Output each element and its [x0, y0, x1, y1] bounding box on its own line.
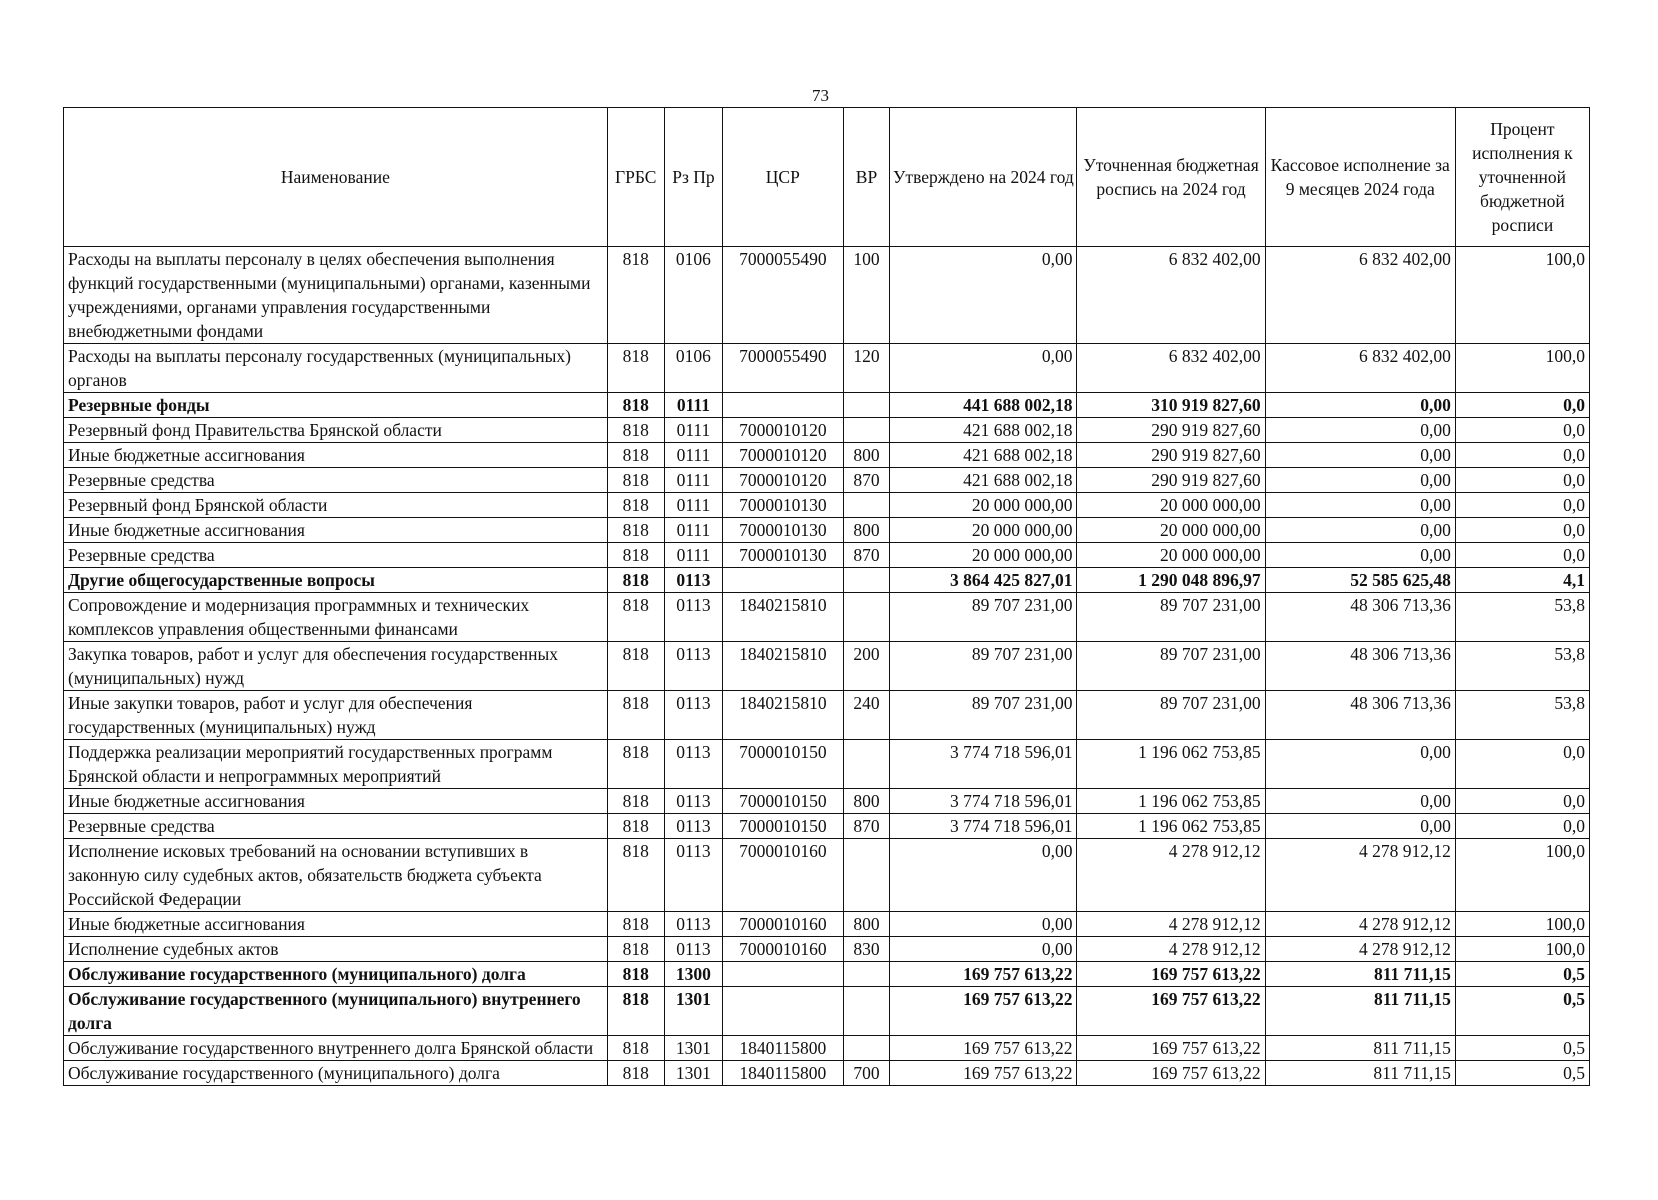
cell-refined: 89 707 231,00: [1077, 593, 1265, 642]
cell-percent: 100,0: [1455, 247, 1589, 344]
table-row: [64, 493, 1590, 518]
cell-refined: 6 832 402,00: [1077, 344, 1265, 393]
cell-refined: 4 278 912,12: [1077, 839, 1265, 912]
cell-rzpr: 0111: [664, 418, 722, 443]
cell-approved: 20 000 000,00: [890, 518, 1077, 543]
cell-percent: 0,5: [1455, 1036, 1589, 1061]
cell-percent: 0,0: [1455, 493, 1589, 518]
cell-name: Поддержка реализации мероприятий государственных программ Брянской области и непрограммных мероприятий: [64, 740, 608, 789]
cell-cash: 4 278 912,12: [1265, 937, 1455, 962]
cell-vr: 800: [843, 518, 890, 543]
cell-approved: 441 688 002,18: [890, 393, 1077, 418]
table-row: [64, 962, 1590, 987]
cell-vr: [843, 987, 890, 1036]
table-row: [64, 987, 1590, 1036]
cell-name: Исполнение исковых требований на основании вступивших в законную силу судебных актов, обязательств бюджета субъекта Российской Федерации: [64, 839, 608, 912]
header-cash: Кассовое исполнение за 9 месяцев 2024 года: [1265, 108, 1455, 247]
cell-rzpr: 0111: [664, 393, 722, 418]
cell-rzpr: 0113: [664, 937, 722, 962]
header-rzpr: Рз Пр: [664, 108, 722, 247]
cell-grbs: 818: [607, 568, 664, 593]
cell-csr: 7000010130: [723, 518, 844, 543]
cell-csr: 7000055490: [723, 344, 844, 393]
cell-refined: 169 757 613,22: [1077, 1061, 1265, 1086]
cell-rzpr: 0111: [664, 518, 722, 543]
table-row: [64, 568, 1590, 593]
table-row: [64, 593, 1590, 642]
cell-percent: 4,1: [1455, 568, 1589, 593]
cell-rzpr: 0106: [664, 247, 722, 344]
cell-percent: 0,0: [1455, 468, 1589, 493]
cell-cash: 0,00: [1265, 493, 1455, 518]
table-row: [64, 912, 1590, 937]
cell-refined: 1 196 062 753,85: [1077, 789, 1265, 814]
cell-approved: 3 864 425 827,01: [890, 568, 1077, 593]
cell-csr: 7000010160: [723, 937, 844, 962]
cell-csr: 7000010120: [723, 468, 844, 493]
table-row: [64, 468, 1590, 493]
table-row: [64, 393, 1590, 418]
cell-rzpr: 1300: [664, 962, 722, 987]
cell-cash: 52 585 625,48: [1265, 568, 1455, 593]
cell-refined: 290 919 827,60: [1077, 443, 1265, 468]
cell-name: Обслуживание государственного внутреннего долга Брянской области: [64, 1036, 608, 1061]
cell-grbs: 818: [607, 493, 664, 518]
cell-name: Обслуживание государственного (муниципального) долга: [64, 962, 608, 987]
cell-vr: 100: [843, 247, 890, 344]
table-header-row: [64, 108, 1590, 247]
cell-csr: 1840115800: [723, 1061, 844, 1086]
cell-grbs: 818: [607, 393, 664, 418]
cell-csr: 7000055490: [723, 247, 844, 344]
cell-name: Расходы на выплаты персоналу государственных (муниципальных) органов: [64, 344, 608, 393]
cell-percent: 53,8: [1455, 593, 1589, 642]
cell-refined: 89 707 231,00: [1077, 691, 1265, 740]
cell-name: Закупка товаров, работ и услуг для обеспечения государственных (муниципальных) нужд: [64, 642, 608, 691]
table-row: [64, 418, 1590, 443]
header-name: Наименование: [64, 108, 608, 247]
cell-csr: 7000010150: [723, 789, 844, 814]
cell-vr: 830: [843, 937, 890, 962]
cell-cash: 48 306 713,36: [1265, 691, 1455, 740]
cell-refined: 290 919 827,60: [1077, 468, 1265, 493]
cell-vr: 800: [843, 443, 890, 468]
cell-refined: 169 757 613,22: [1077, 1036, 1265, 1061]
cell-approved: 0,00: [890, 937, 1077, 962]
cell-vr: 870: [843, 468, 890, 493]
cell-approved: 0,00: [890, 912, 1077, 937]
cell-cash: 6 832 402,00: [1265, 247, 1455, 344]
cell-refined: 20 000 000,00: [1077, 518, 1265, 543]
cell-name: Другие общегосударственные вопросы: [64, 568, 608, 593]
header-approved: Утверждено на 2024 год: [890, 108, 1077, 247]
cell-name: Иные закупки товаров, работ и услуг для обеспечения государственных (муниципальных) нужд: [64, 691, 608, 740]
cell-refined: 310 919 827,60: [1077, 393, 1265, 418]
cell-approved: 0,00: [890, 839, 1077, 912]
cell-refined: 4 278 912,12: [1077, 937, 1265, 962]
table-row: [64, 543, 1590, 568]
cell-grbs: 818: [607, 247, 664, 344]
cell-rzpr: 1301: [664, 1036, 722, 1061]
cell-grbs: 818: [607, 593, 664, 642]
cell-percent: 0,0: [1455, 789, 1589, 814]
cell-cash: 0,00: [1265, 740, 1455, 789]
cell-csr: [723, 987, 844, 1036]
header-csr: ЦСР: [723, 108, 844, 247]
cell-grbs: 818: [607, 814, 664, 839]
cell-percent: 0,0: [1455, 443, 1589, 468]
cell-refined: 20 000 000,00: [1077, 493, 1265, 518]
cell-cash: 4 278 912,12: [1265, 912, 1455, 937]
cell-grbs: 818: [607, 839, 664, 912]
cell-cash: 811 711,15: [1265, 1061, 1455, 1086]
cell-approved: 421 688 002,18: [890, 418, 1077, 443]
cell-cash: 6 832 402,00: [1265, 344, 1455, 393]
cell-vr: [843, 1036, 890, 1061]
cell-cash: 4 278 912,12: [1265, 839, 1455, 912]
cell-vr: 200: [843, 642, 890, 691]
table-row: [64, 443, 1590, 468]
cell-grbs: 818: [607, 1061, 664, 1086]
cell-rzpr: 0111: [664, 493, 722, 518]
cell-refined: 169 757 613,22: [1077, 987, 1265, 1036]
cell-vr: 240: [843, 691, 890, 740]
cell-name: Резервные средства: [64, 468, 608, 493]
cell-csr: [723, 962, 844, 987]
cell-name: Исполнение судебных актов: [64, 937, 608, 962]
cell-grbs: 818: [607, 962, 664, 987]
cell-cash: 0,00: [1265, 393, 1455, 418]
cell-name: Резервные средства: [64, 814, 608, 839]
cell-percent: 100,0: [1455, 344, 1589, 393]
cell-vr: [843, 568, 890, 593]
cell-vr: [843, 593, 890, 642]
cell-rzpr: 0113: [664, 740, 722, 789]
cell-name: Обслуживание государственного (муниципального) долга: [64, 1061, 608, 1086]
table-row: [64, 740, 1590, 789]
cell-name: Обслуживание государственного (муниципального) внутреннего долга: [64, 987, 608, 1036]
cell-approved: 169 757 613,22: [890, 1036, 1077, 1061]
cell-rzpr: 0111: [664, 468, 722, 493]
cell-rzpr: 0113: [664, 912, 722, 937]
cell-grbs: 818: [607, 691, 664, 740]
table-row: [64, 518, 1590, 543]
cell-grbs: 818: [607, 912, 664, 937]
budget-execution-table: [63, 107, 1590, 1086]
cell-rzpr: 1301: [664, 987, 722, 1036]
cell-refined: 169 757 613,22: [1077, 962, 1265, 987]
cell-cash: 0,00: [1265, 543, 1455, 568]
table-row: [64, 691, 1590, 740]
cell-approved: 169 757 613,22: [890, 987, 1077, 1036]
cell-csr: 7000010150: [723, 814, 844, 839]
cell-csr: 1840115800: [723, 1036, 844, 1061]
cell-csr: [723, 393, 844, 418]
cell-percent: 53,8: [1455, 642, 1589, 691]
cell-grbs: 818: [607, 344, 664, 393]
table-row: [64, 1061, 1590, 1086]
cell-vr: [843, 493, 890, 518]
cell-percent: 0,5: [1455, 987, 1589, 1036]
cell-refined: 1 196 062 753,85: [1077, 740, 1265, 789]
cell-grbs: 818: [607, 418, 664, 443]
cell-vr: 800: [843, 789, 890, 814]
cell-grbs: 818: [607, 468, 664, 493]
cell-rzpr: 0113: [664, 568, 722, 593]
cell-percent: 100,0: [1455, 937, 1589, 962]
cell-percent: 0,0: [1455, 418, 1589, 443]
table-row: [64, 247, 1590, 344]
cell-csr: 7000010130: [723, 543, 844, 568]
table-row: [64, 642, 1590, 691]
cell-grbs: 818: [607, 987, 664, 1036]
cell-approved: 0,00: [890, 247, 1077, 344]
cell-name: Резервный фонд Правительства Брянской области: [64, 418, 608, 443]
cell-cash: 0,00: [1265, 418, 1455, 443]
cell-approved: 3 774 718 596,01: [890, 789, 1077, 814]
cell-csr: [723, 568, 844, 593]
cell-refined: 6 832 402,00: [1077, 247, 1265, 344]
cell-cash: 0,00: [1265, 468, 1455, 493]
cell-grbs: 818: [607, 1036, 664, 1061]
table-row: [64, 344, 1590, 393]
cell-grbs: 818: [607, 740, 664, 789]
cell-rzpr: 0106: [664, 344, 722, 393]
cell-vr: [843, 962, 890, 987]
cell-cash: 811 711,15: [1265, 987, 1455, 1036]
cell-percent: 0,0: [1455, 393, 1589, 418]
cell-grbs: 818: [607, 443, 664, 468]
cell-name: Иные бюджетные ассигнования: [64, 912, 608, 937]
cell-csr: 7000010160: [723, 839, 844, 912]
cell-approved: 89 707 231,00: [890, 642, 1077, 691]
cell-rzpr: 0113: [664, 593, 722, 642]
cell-approved: 3 774 718 596,01: [890, 814, 1077, 839]
cell-cash: 48 306 713,36: [1265, 593, 1455, 642]
cell-cash: 811 711,15: [1265, 962, 1455, 987]
cell-approved: 169 757 613,22: [890, 1061, 1077, 1086]
cell-rzpr: 0113: [664, 691, 722, 740]
cell-percent: 53,8: [1455, 691, 1589, 740]
cell-vr: 870: [843, 543, 890, 568]
cell-refined: 290 919 827,60: [1077, 418, 1265, 443]
cell-percent: 0,0: [1455, 814, 1589, 839]
cell-approved: 421 688 002,18: [890, 443, 1077, 468]
cell-grbs: 818: [607, 789, 664, 814]
cell-vr: [843, 740, 890, 789]
cell-refined: 20 000 000,00: [1077, 543, 1265, 568]
header-refined: Уточненная бюджетная роспись на 2024 год: [1077, 108, 1265, 247]
cell-csr: 7000010120: [723, 418, 844, 443]
cell-name: Сопровождение и модернизация программных и технических комплексов управления общественными финансами: [64, 593, 608, 642]
cell-percent: 100,0: [1455, 839, 1589, 912]
cell-refined: 89 707 231,00: [1077, 642, 1265, 691]
cell-name: Резервные средства: [64, 543, 608, 568]
cell-rzpr: 0111: [664, 443, 722, 468]
cell-vr: 870: [843, 814, 890, 839]
cell-rzpr: 0111: [664, 543, 722, 568]
cell-name: Иные бюджетные ассигнования: [64, 789, 608, 814]
cell-name: Иные бюджетные ассигнования: [64, 443, 608, 468]
cell-csr: 7000010130: [723, 493, 844, 518]
header-grbs: ГРБС: [607, 108, 664, 247]
cell-cash: 0,00: [1265, 518, 1455, 543]
cell-rzpr: 0113: [664, 814, 722, 839]
cell-refined: 1 290 048 896,97: [1077, 568, 1265, 593]
page-number-text: 73: [812, 86, 829, 105]
cell-vr: 120: [843, 344, 890, 393]
table-row: [64, 1036, 1590, 1061]
cell-percent: 0,5: [1455, 962, 1589, 987]
cell-vr: 800: [843, 912, 890, 937]
cell-grbs: 818: [607, 642, 664, 691]
cell-csr: 1840215810: [723, 691, 844, 740]
table-row: [64, 814, 1590, 839]
cell-percent: 0,0: [1455, 740, 1589, 789]
cell-cash: 48 306 713,36: [1265, 642, 1455, 691]
cell-rzpr: 0113: [664, 839, 722, 912]
cell-vr: 700: [843, 1061, 890, 1086]
cell-vr: [843, 393, 890, 418]
cell-csr: 7000010150: [723, 740, 844, 789]
cell-csr: 7000010160: [723, 912, 844, 937]
cell-cash: 0,00: [1265, 443, 1455, 468]
table-row: [64, 789, 1590, 814]
cell-grbs: 818: [607, 518, 664, 543]
header-percent: Процент исполнения к уточненной бюджетной росписи: [1455, 108, 1589, 247]
cell-grbs: 818: [607, 937, 664, 962]
cell-csr: 7000010120: [723, 443, 844, 468]
cell-percent: 0,5: [1455, 1061, 1589, 1086]
cell-csr: 1840215810: [723, 593, 844, 642]
table-row: [64, 839, 1590, 912]
table-row: [64, 937, 1590, 962]
cell-vr: [843, 418, 890, 443]
cell-name: Резервные фонды: [64, 393, 608, 418]
cell-rzpr: 1301: [664, 1061, 722, 1086]
cell-csr: 1840215810: [723, 642, 844, 691]
cell-name: Расходы на выплаты персоналу в целях обеспечения выполнения функций государственными (муниципальными) органами, казенными учреждениями, органами управления государственными внебюджетными фондами: [64, 247, 608, 344]
cell-rzpr: 0113: [664, 789, 722, 814]
cell-vr: [843, 839, 890, 912]
cell-rzpr: 0113: [664, 642, 722, 691]
cell-approved: 0,00: [890, 344, 1077, 393]
cell-percent: 100,0: [1455, 912, 1589, 937]
cell-approved: 3 774 718 596,01: [890, 740, 1077, 789]
cell-approved: 89 707 231,00: [890, 691, 1077, 740]
cell-name: Резервный фонд Брянской области: [64, 493, 608, 518]
cell-approved: 89 707 231,00: [890, 593, 1077, 642]
cell-cash: 0,00: [1265, 789, 1455, 814]
cell-cash: 811 711,15: [1265, 1036, 1455, 1061]
cell-grbs: 818: [607, 543, 664, 568]
table-body: [64, 247, 1590, 1086]
cell-approved: 20 000 000,00: [890, 493, 1077, 518]
cell-approved: 169 757 613,22: [890, 962, 1077, 987]
cell-refined: 4 278 912,12: [1077, 912, 1265, 937]
cell-refined: 1 196 062 753,85: [1077, 814, 1265, 839]
cell-cash: 0,00: [1265, 814, 1455, 839]
cell-name: Иные бюджетные ассигнования: [64, 518, 608, 543]
cell-approved: 421 688 002,18: [890, 468, 1077, 493]
cell-percent: 0,0: [1455, 518, 1589, 543]
cell-percent: 0,0: [1455, 543, 1589, 568]
header-vr: ВР: [843, 108, 890, 247]
cell-approved: 20 000 000,00: [890, 543, 1077, 568]
